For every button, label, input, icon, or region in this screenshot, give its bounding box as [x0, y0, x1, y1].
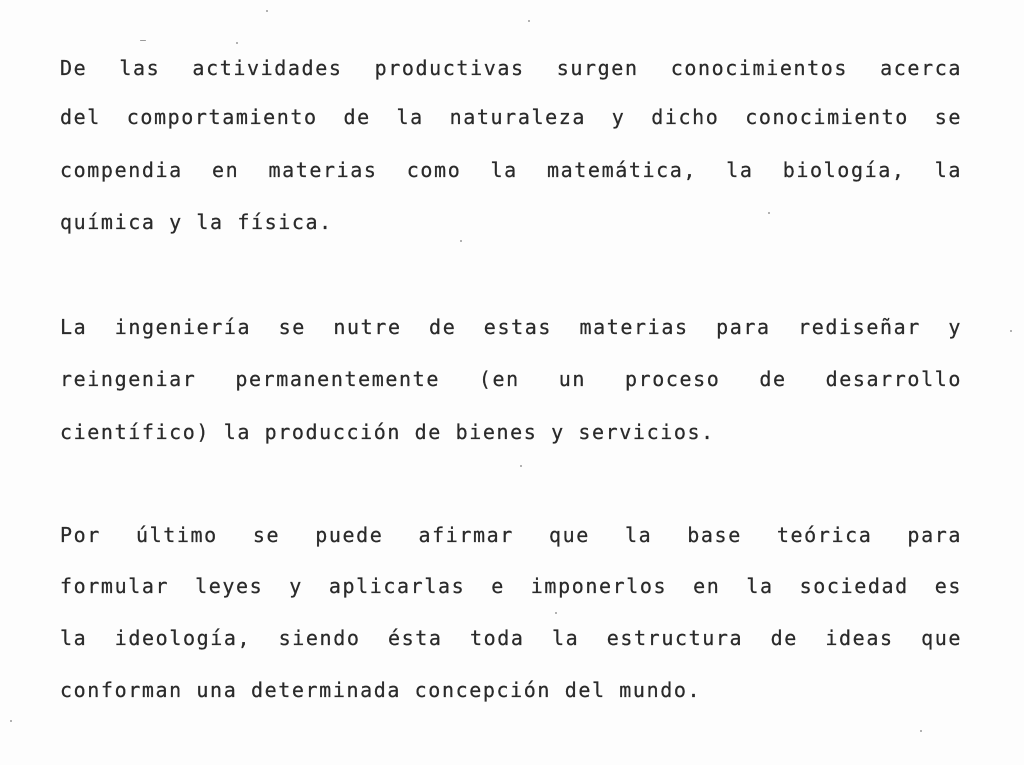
scan-speck: [528, 20, 530, 22]
scan-speck: [920, 730, 922, 732]
scan-speck: [140, 40, 146, 41]
scan-speck: [1010, 330, 1012, 332]
scan-speck: [460, 240, 462, 242]
scan-speck: [10, 720, 12, 722]
scan-speck: [236, 42, 238, 44]
scan-speck: [768, 212, 770, 214]
scan-speck: [555, 612, 557, 614]
text-line: la ideología, siendo ésta toda la estructura de ideas que: [60, 626, 962, 650]
text-line: De las actividades productivas surgen conocimientos acerca: [60, 56, 962, 80]
scan-speck: [520, 465, 522, 467]
text-line: científico) la producción de bienes y servicios.: [60, 420, 715, 444]
text-line: conforman una determinada concepción del mundo.: [60, 678, 702, 702]
text-line: La ingeniería se nutre de estas materias para rediseñar y: [60, 315, 962, 339]
text-line: formular leyes y aplicarlas e imponerlos en la sociedad es: [60, 574, 962, 598]
text-line: química y la física.: [60, 210, 333, 234]
text-line: reingeniar permanentemente (en un proceso de desarrollo: [60, 367, 962, 391]
text-line: del comportamiento de la naturaleza y dicho conocimiento se: [60, 105, 962, 129]
text-line: Por último se puede afirmar que la base teórica para: [60, 523, 962, 547]
scan-speck: [266, 10, 268, 12]
text-line: compendia en materias como la matemática, la biología, la: [60, 158, 962, 182]
